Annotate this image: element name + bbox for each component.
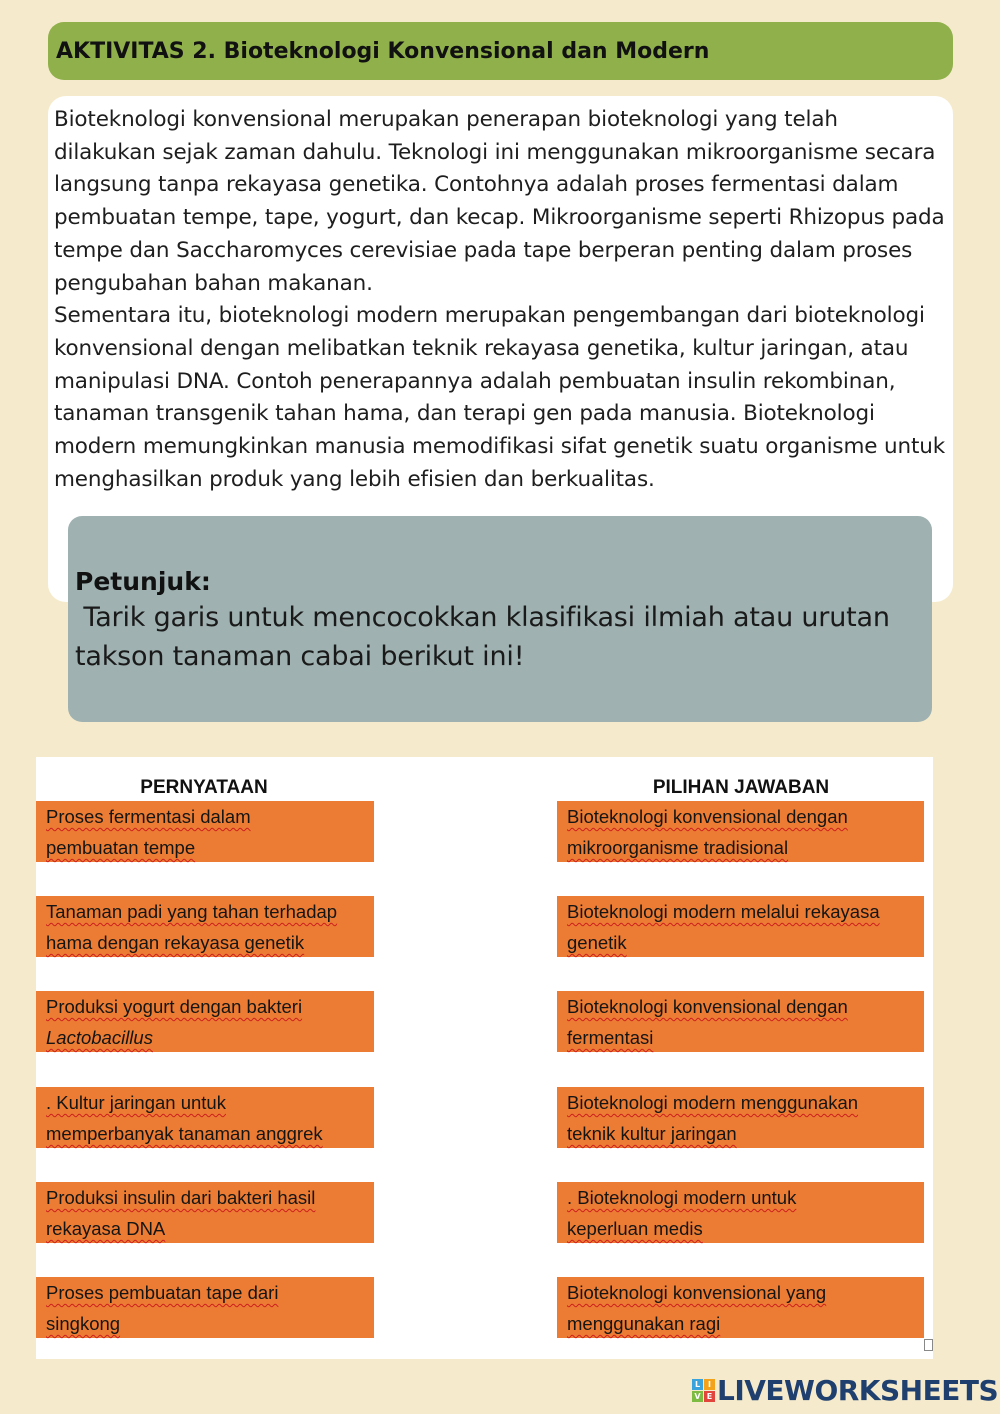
statement-card-6[interactable] bbox=[36, 1277, 374, 1338]
answer-2-line1: Bioteknologi modern melalui rekayasa bbox=[567, 901, 880, 922]
statement-3-line2: Lactobacillus bbox=[46, 1027, 153, 1048]
answer-3-line1: Bioteknologi konvensional dengan bbox=[567, 996, 848, 1017]
liveworksheets-wordmark: LIVEWORKSHEETS bbox=[717, 1373, 999, 1407]
statement-2-line2: hama dengan rekayasa genetik bbox=[46, 932, 305, 953]
activity-title-bar bbox=[48, 22, 953, 80]
statement-6-line2: singkong bbox=[46, 1313, 121, 1334]
answer-4-line1: Bioteknologi modern menggunakan bbox=[567, 1092, 859, 1113]
liveworksheets-logo-icon bbox=[692, 1379, 715, 1402]
statement-6-line1: Proses pembuatan tape dari bbox=[46, 1282, 279, 1303]
answer-1-line1: Bioteknologi konvensional dengan bbox=[567, 806, 848, 827]
resize-handle[interactable] bbox=[924, 1339, 933, 1351]
logo-letter-e: E bbox=[704, 1391, 715, 1402]
answer-3-line2: fermentasi bbox=[567, 1027, 654, 1048]
answer-card-2[interactable] bbox=[557, 896, 924, 957]
answer-5-line1: . Bioteknologi modern untuk bbox=[567, 1187, 797, 1208]
answer-card-6[interactable] bbox=[557, 1277, 924, 1338]
reading-paragraph-1: Bioteknologi konvensional merupakan penerapan bioteknologi yang telah dilakukan sejak zaman dahulu. Teknologi ini menggunakan mikroorganisme secara langsung tanpa rekayasa genetika. Contohnya adalah proses fermentasi dalam pembuatan tempe, tape, yogurt, dan kecap. Mikroorganisme seperti Rhizopus pada tempe dan Saccharomyces cerevisiae pada tape berperan penting dalam proses pengubahan bahan makanan. bbox=[54, 107, 945, 296]
liveworksheets-brand bbox=[692, 1374, 998, 1406]
statement-card-4[interactable] bbox=[36, 1087, 374, 1148]
statement-card-1[interactable] bbox=[36, 801, 374, 862]
logo-letter-i: I bbox=[704, 1379, 715, 1390]
answer-4-line2: teknik kultur jaringan bbox=[567, 1123, 737, 1144]
logo-letter-l: L bbox=[692, 1379, 703, 1390]
reading-paragraph-2: Sementara itu, bioteknologi modern merupakan pengembangan dari bioteknologi konvensional dengan melibatkan teknik rekayasa genetika, kultur jaringan, atau manipulasi DNA. Contoh penerapannya adalah pembuatan insulin rekombinan, tanaman transgenik tahan hama, dan terapi gen pada manusia. Bioteknologi modern memungkinkan manusia memodifikasi sifat genetik suatu organisme untuk menghasilkan produk yang lebih efisien dan berkualitas. bbox=[54, 303, 946, 492]
answer-6-line1: Bioteknologi konvensional yang bbox=[567, 1282, 827, 1303]
statement-4-line2: memperbanyak tanaman anggrek bbox=[46, 1123, 323, 1144]
statement-1-line1: Proses fermentasi dalam bbox=[46, 806, 251, 827]
answer-5-line2: keperluan medis bbox=[567, 1218, 703, 1239]
statement-card-2[interactable] bbox=[36, 896, 374, 957]
activity-title: AKTIVITAS 2. Bioteknologi Konvensional dan Modern bbox=[56, 38, 710, 64]
statement-card-3[interactable] bbox=[36, 991, 374, 1052]
instruction-text: Tarik garis untuk mencocokkan klasifikasi ilmiah atau urutan takson tanaman cabai berikut ini! bbox=[75, 602, 899, 672]
statement-3-line1: Produksi yogurt dengan bakteri bbox=[46, 996, 303, 1017]
statement-1-line2: pembuatan tempe bbox=[46, 837, 196, 858]
statement-5-line1: Produksi insulin dari bakteri hasil bbox=[46, 1187, 316, 1208]
statement-card-5[interactable] bbox=[36, 1182, 374, 1243]
logo-letter-v: V bbox=[692, 1391, 703, 1402]
matching-panel bbox=[36, 757, 933, 1359]
instruction-box bbox=[68, 516, 932, 722]
statement-5-line2: rekayasa DNA bbox=[46, 1218, 166, 1239]
answer-card-5[interactable] bbox=[557, 1182, 924, 1243]
answer-1-line2: mikroorganisme tradisional bbox=[567, 837, 789, 858]
answer-card-3[interactable] bbox=[557, 991, 924, 1052]
instruction-heading: Petunjuk: bbox=[75, 567, 211, 596]
statement-2-line1: Tanaman padi yang tahan terhadap bbox=[46, 901, 338, 922]
statements-header: PERNYATAAN bbox=[140, 777, 268, 798]
answer-2-line2: genetik bbox=[567, 932, 627, 953]
answer-card-1[interactable] bbox=[557, 801, 924, 862]
answer-6-line2: menggunakan ragi bbox=[567, 1313, 721, 1334]
statement-4-line1: . Kultur jaringan untuk bbox=[46, 1092, 226, 1113]
answer-card-4[interactable] bbox=[557, 1087, 924, 1148]
answers-header: PILIHAN JAWABAN bbox=[652, 777, 830, 798]
